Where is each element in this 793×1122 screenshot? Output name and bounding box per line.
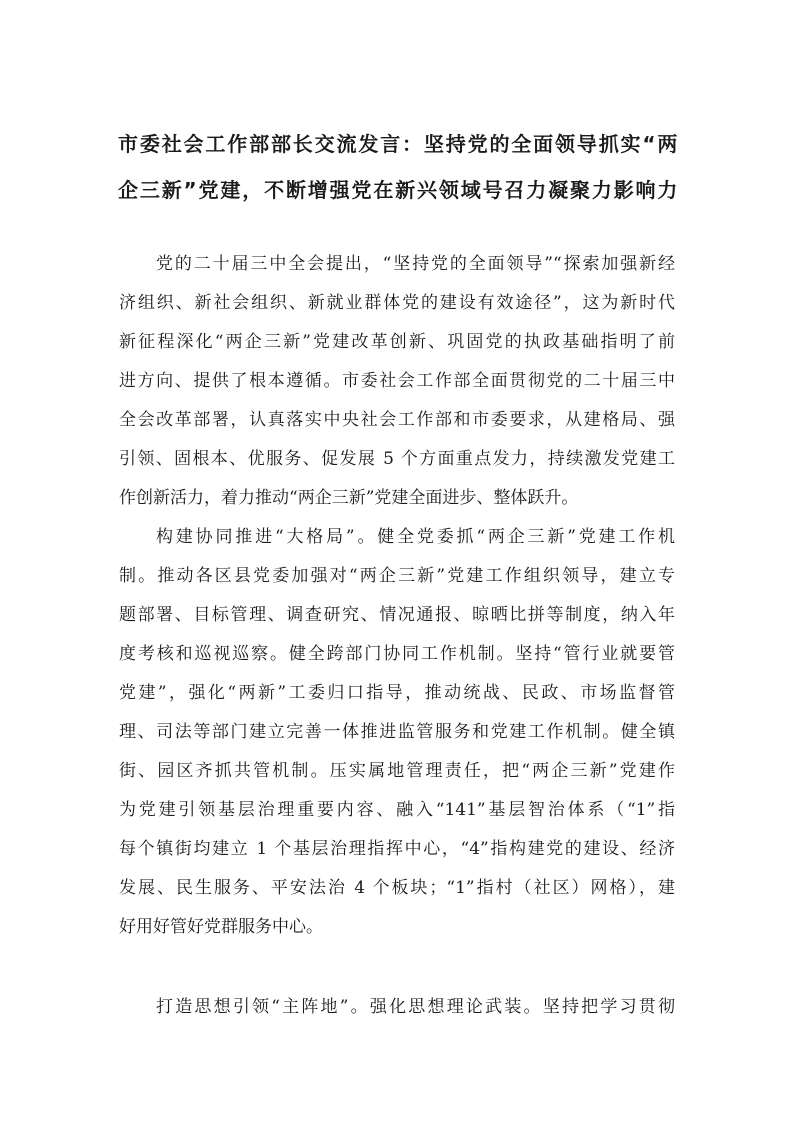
- document-title-line-2: 企三新”党建，不断增强党在新兴领域号召力凝聚力影响力: [118, 178, 678, 202]
- paragraph-1-line: 进方向、提供了根本遵循。市委社会工作部全面贯彻党的二十届三中: [119, 371, 675, 391]
- paragraph-3-line: 打造思想引领“主阵地”。强化思想理论武装。坚持把学习贯彻: [156, 997, 675, 1017]
- paragraph-1-line: 新征程深化“两企三新”党建改革创新、巩固党的执政基础指明了前: [119, 332, 675, 352]
- document-title-line-1: 市委社会工作部部长交流发言：坚持党的全面领导抓实“两: [118, 132, 678, 156]
- paragraph-2-line: 题部署、目标管理、调查研究、情况通报、晾晒比拼等制度，纳入年: [119, 605, 675, 625]
- paragraph-2-line: 构建协同推进“大格局”。健全党委抓“两企三新”党建工作机: [156, 527, 675, 547]
- paragraph-2-line: 街、园区齐抓共管机制。压实属地管理责任，把“两企三新”党建作: [119, 761, 675, 781]
- paragraph-1-line: 济组织、新社会组织、新就业群体党的建设有效途径”，这为新时代: [119, 293, 675, 313]
- paragraph-2-line: 好用好管好党群服务中心。: [119, 917, 323, 937]
- paragraph-2-line: 理、司法等部门建立完善一体推进监管服务和党建工作机制。健全镇: [119, 722, 675, 742]
- paragraph-1-line: 作创新活力，着力推动“两企三新”党建全面进步、整体跃升。: [119, 488, 579, 508]
- paragraph-1-line: 引领、固根本、优服务、促发展 5 个方面重点发力，持续激发党建工: [119, 449, 675, 469]
- paragraph-2-line: 党建”，强化“两新”工委归口指导，推动统战、民政、市场监督管: [119, 683, 675, 703]
- paragraph-2-line: 为党建引领基层治理重要内容、融入“141”基层智治体系（“1”指: [119, 800, 675, 820]
- paragraph-1-line: 全会改革部署，认真落实中央社会工作部和市委要求，从建格局、强: [119, 410, 675, 430]
- paragraph-2-line: 每个镇街均建立 1 个基层治理指挥中心，“4”指构建党的建设、经济: [119, 839, 675, 859]
- paragraph-2-line: 度考核和巡视巡察。健全跨部门协同工作机制。坚持“管行业就要管: [119, 644, 675, 664]
- paragraph-1-line: 党的二十届三中全会提出，“坚持党的全面领导”“探索加强新经: [156, 254, 675, 274]
- paragraph-2-line: 发展、民生服务、平安法治 4 个板块；“1”指村（社区）网格），建: [119, 878, 675, 898]
- paragraph-2-line: 制。推动各区县党委加强对“两企三新”党建工作组织领导，建立专: [119, 566, 675, 586]
